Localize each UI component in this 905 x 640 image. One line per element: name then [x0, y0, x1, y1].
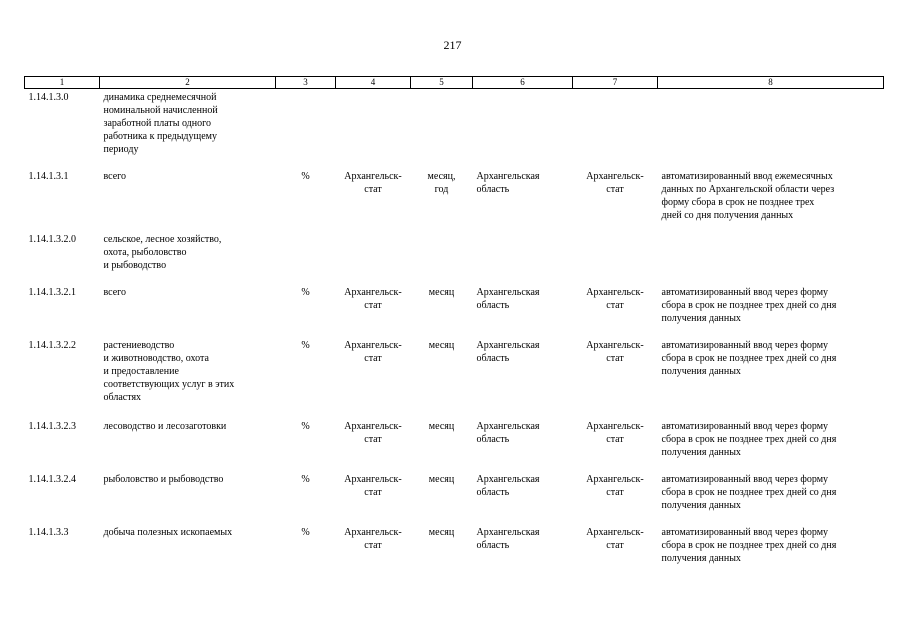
data-source: Архангельск- стат: [344, 473, 402, 498]
data-source: Архангельск- стат: [344, 286, 402, 311]
territory: Архангельская область: [476, 420, 540, 445]
collection-method: автоматизированный ввод ежемесячных данных по Архангельской области через форму сбора в срок не позднее трех дней со дня получения данных: [661, 170, 835, 221]
column-number-row: [25, 77, 884, 89]
column-header: 4: [336, 77, 411, 89]
data-source: [336, 89, 411, 168]
unit: %: [301, 170, 310, 182]
indicator-name: динамика среднемесячной номинальной начисленной заработной платы одного работника к предыдущему периоду: [103, 92, 218, 155]
provider: Архангельск- стат: [586, 170, 644, 195]
indicator-name: лесоводство и лесозаготовки: [103, 420, 227, 432]
unit: %: [301, 286, 310, 298]
data-source: [336, 231, 411, 284]
indicator-name: сельское, лесное хозяйство, охота, рыболовство и рыбоводство: [103, 233, 222, 271]
table-row: [25, 89, 884, 168]
provider: Архангельск- стат: [586, 420, 644, 445]
provider: Архангельск- стат: [586, 473, 644, 498]
data-source: Архангельск- стат: [344, 339, 402, 364]
indicator-code: 1.14.1.3.2.1: [28, 286, 76, 298]
unit: %: [301, 473, 310, 485]
territory: Архангельская область: [476, 170, 540, 195]
column-header: 7: [573, 77, 658, 89]
table-row: [25, 168, 884, 231]
data-source: Архангельск- стат: [344, 526, 402, 551]
table-row: [25, 284, 884, 337]
territory: [473, 89, 573, 168]
indicator-code: 1.14.1.3.3: [28, 526, 69, 538]
column-header: 1: [25, 77, 100, 89]
collection-method: автоматизированный ввод через форму сбора в срок не позднее трех дней со дня получения данных: [661, 339, 837, 377]
indicator-code: 1.14.1.3.2.4: [28, 473, 76, 485]
indicator-code: 1.14.1.3.2.0: [28, 233, 76, 245]
column-header: 3: [276, 77, 336, 89]
periodicity: месяц: [428, 473, 455, 485]
periodicity: [411, 231, 473, 284]
provider: Архангельск- стат: [586, 526, 644, 551]
indicator-name: растениеводство и животноводство, охота и предоставление соответствующих услуг в этих областях: [103, 339, 235, 403]
page-number: 217: [443, 38, 462, 52]
indicator-name: всего: [103, 170, 127, 182]
territory: Архангельская область: [476, 286, 540, 311]
periodicity: месяц, год: [427, 170, 456, 195]
provider: [573, 231, 658, 284]
collection-method: автоматизированный ввод через форму сбора в срок не позднее трех дней со дня получения данных: [661, 286, 837, 324]
table-row: [25, 418, 884, 471]
collection-method: автоматизированный ввод через форму сбора в срок не позднее трех дней со дня получения данных: [661, 420, 837, 458]
provider: Архангельск- стат: [586, 286, 644, 311]
collection-method: автоматизированный ввод через форму сбора в срок не позднее трех дней со дня получения данных: [661, 526, 837, 564]
indicator-name: добыча полезных ископаемых: [103, 526, 233, 538]
territory: Архангельская область: [476, 473, 540, 498]
provider: [573, 89, 658, 168]
periodicity: месяц: [428, 339, 455, 351]
table-row: [25, 337, 884, 418]
periodicity: месяц: [428, 420, 455, 432]
table-row: [25, 231, 884, 284]
territory: Архангельская область: [476, 339, 540, 364]
periodicity: месяц: [428, 526, 455, 538]
collection-method: [658, 231, 884, 284]
territory: Архангельская область: [476, 526, 540, 551]
collection-method: [658, 89, 884, 168]
provider: Архангельск- стат: [586, 339, 644, 364]
indicator-code: 1.14.1.3.2.3: [28, 420, 76, 432]
indicator-name: рыболовство и рыбоводство: [103, 473, 224, 485]
territory: [473, 231, 573, 284]
indicator-table: [24, 76, 884, 574]
table-row: [25, 524, 884, 574]
data-source: Архангельск- стат: [344, 170, 402, 195]
column-header: 6: [473, 77, 573, 89]
unit: %: [301, 420, 310, 432]
indicator-code: 1.14.1.3.2.2: [28, 339, 76, 351]
periodicity: месяц: [428, 286, 455, 298]
column-header: 2: [100, 77, 276, 89]
unit: %: [301, 339, 310, 351]
unit: [276, 231, 336, 284]
indicator-code: 1.14.1.3.0: [28, 92, 69, 103]
periodicity: [411, 89, 473, 168]
unit: [276, 89, 336, 168]
indicator-code: 1.14.1.3.1: [28, 170, 69, 182]
column-header: 5: [411, 77, 473, 89]
indicator-name: всего: [103, 286, 127, 298]
data-source: Архангельск- стат: [344, 420, 402, 445]
table-row: [25, 471, 884, 524]
unit: %: [301, 526, 310, 538]
column-header: 8: [658, 77, 884, 89]
collection-method: автоматизированный ввод через форму сбора в срок не позднее трех дней со дня получения данных: [661, 473, 837, 511]
